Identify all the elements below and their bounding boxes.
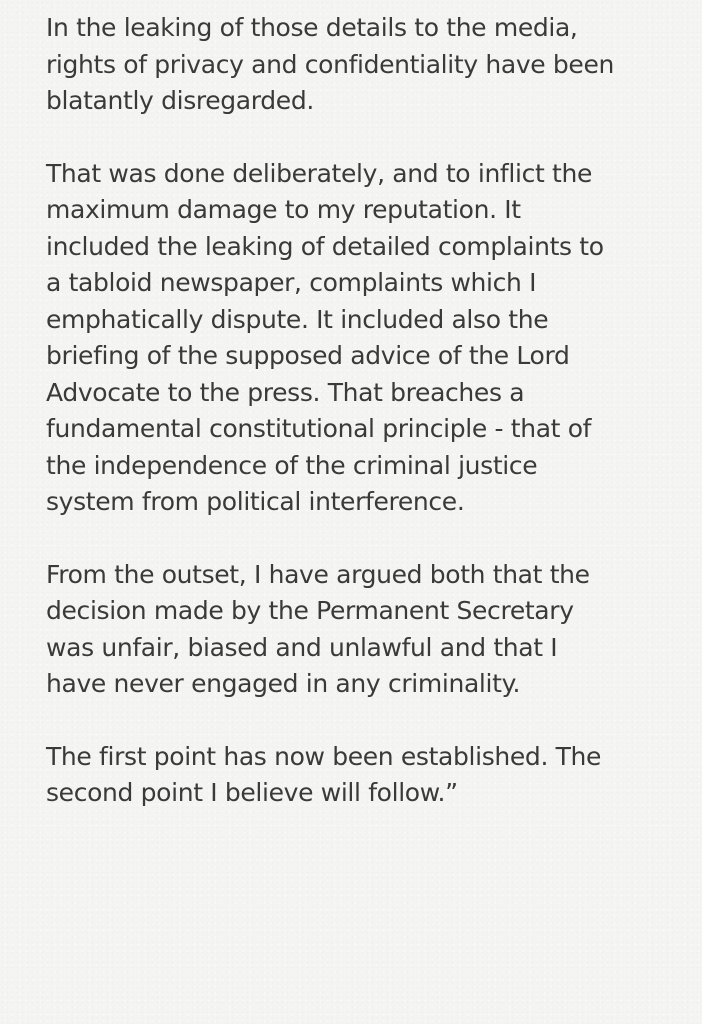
text-line: maximum damage to my reputation. It (46, 195, 521, 224)
text-line: fundamental constitutional principle - that of (46, 414, 592, 443)
text-line: was unfair, biased and unlawful and that I (46, 632, 558, 662)
text-line: a tabloid newspaper, complaints which I (46, 268, 537, 297)
text-line: second point I believe will follow.” (46, 778, 458, 807)
text-line: included the leaking of detailed complaints to (46, 231, 604, 261)
text-line: emphatically dispute. It included also the (46, 304, 549, 334)
text-line: have never engaged in any criminality. (46, 669, 521, 698)
text-line: In the leaking of those details to the media, (46, 13, 578, 42)
text-line: blatantly disregarded. (46, 86, 314, 115)
text-line: Advocate to the press. That breaches a (46, 377, 525, 407)
paragraph-conclusion (46, 739, 668, 812)
text-line: system from political interference. (46, 487, 465, 516)
text-line: decision made by the Permanent Secretary (46, 596, 574, 625)
paragraph-privacy (46, 10, 668, 120)
text-line: The first point has now been established. The (46, 741, 602, 771)
text-line: From the outset, I have argued both that the (46, 559, 590, 589)
text-line: the independence of the criminal justice (46, 450, 538, 480)
text-line: rights of privacy and confidentiality have been (46, 49, 614, 79)
paragraph-outset (46, 557, 668, 703)
text-line: briefing of the supposed advice of the Lord (46, 341, 570, 370)
text-line: That was done deliberately, and to inflict the (46, 158, 592, 188)
paragraph-leaking (46, 156, 668, 521)
